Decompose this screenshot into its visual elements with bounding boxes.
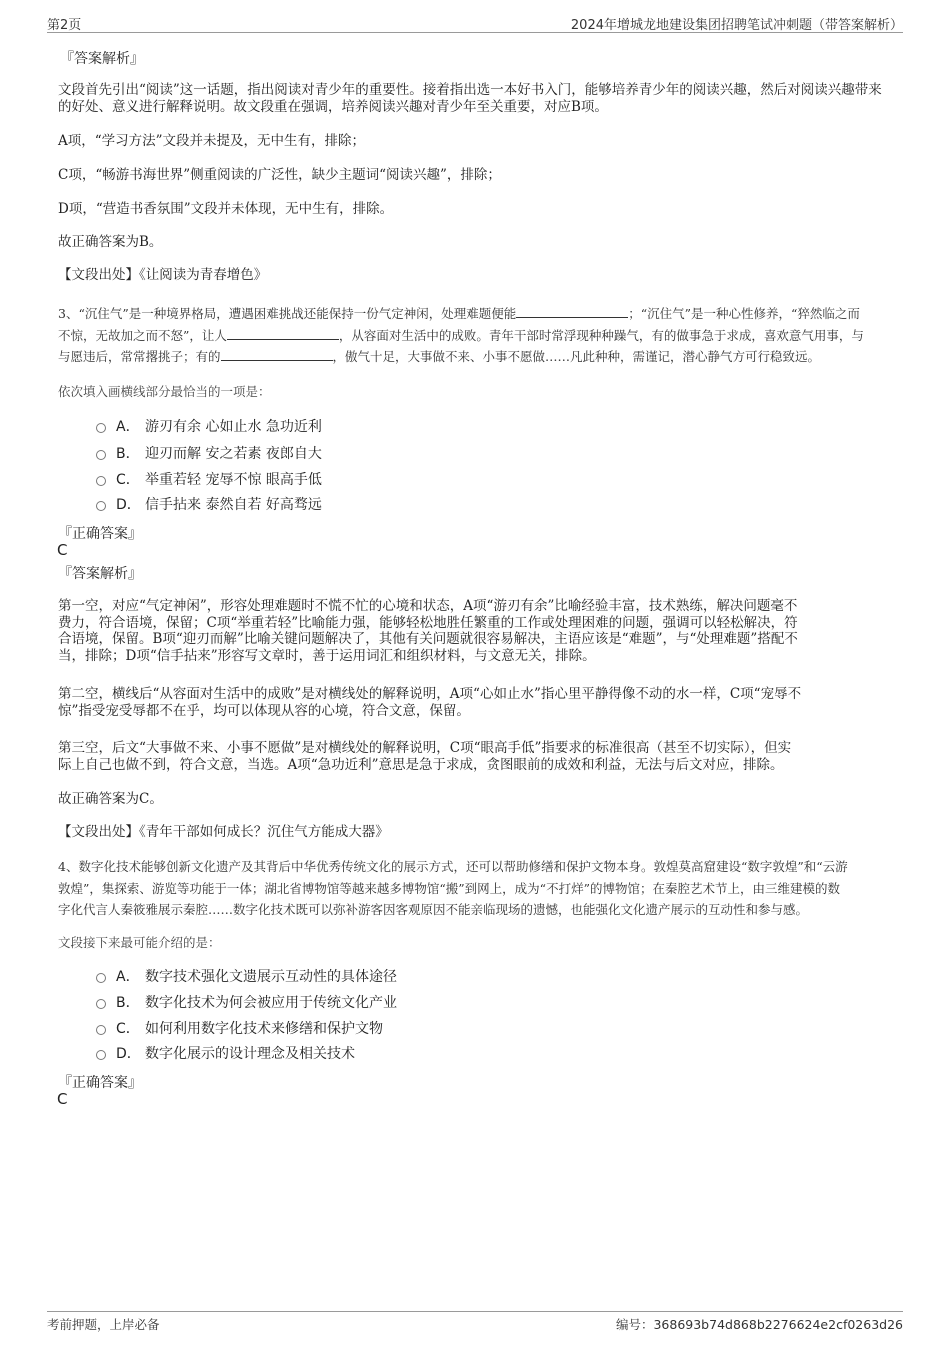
- q4-answer: C: [57, 1090, 68, 1108]
- radio-button[interactable]: [96, 476, 106, 486]
- text-line: 际上自己也做不到，符合文意，当选。A项“急功近利”意思是急于求成，贪图眼前的成效和利益，无法与后文对应，排除。: [58, 756, 784, 773]
- radio-button[interactable]: [96, 423, 106, 433]
- q2-option-a-note: A项，“学习方法”文段并未提及，无中生有，排除；: [58, 133, 366, 149]
- option-letter: D．: [116, 497, 141, 513]
- q3-conclusion: 故正确答案为C。: [58, 791, 163, 807]
- q3-analysis-para-3: [58, 740, 898, 773]
- text-line: 惊”指受宠受辱都不在乎，均可以体现从容的心境，符合文意，保留。: [58, 702, 470, 719]
- q3-analysis-para-2: [58, 686, 898, 719]
- q2-option-d-note: D项，“营造书香氛围”文段并未体现，无中生有，排除。: [58, 201, 394, 217]
- fill-blank-3: [221, 348, 333, 361]
- footer-slogan: 考前押题，上岸必备: [47, 1317, 160, 1332]
- q2-conclusion: 故正确答案为B。: [58, 234, 163, 250]
- q3-analysis-para-1: [58, 598, 898, 664]
- q2-option-c-note: C项，“畅游书海世界”侧重阅读的广泛性，缺少主题词“阅读兴趣”，排除；: [58, 167, 501, 183]
- option-text: 举重若轻 宠辱不惊 眼高手低: [145, 472, 322, 488]
- q3-stem-part: ，从容面对生活中的成败。青年干部时常浮现种种躁气，有的做事急于求成，喜欢意气用事，与: [338, 327, 864, 343]
- q3-stem-part: 3、“沉住气”是一种境界格局，遭遇困难挑战还能保持一份气定神闲，处理难题便能: [58, 306, 517, 321]
- q3-source: 【文段出处】《青年干部如何成长？沉住气方能成大器》: [58, 824, 389, 840]
- text-line: 第一空，对应“气定神闲”，形容处理难题时不慌不忙的心境和状态，A项“游刃有余”比喻经验丰富，技术熟练，解决问题毫不: [58, 598, 798, 614]
- page-footer: [47, 1311, 903, 1336]
- option-text: 信手拈来 泰然自若 好高骛远: [145, 497, 322, 513]
- option-text: 数字化展示的设计理念及相关技术: [145, 1046, 355, 1062]
- fill-blank-1: [516, 305, 628, 318]
- text-line: 合语境，保留。B项“迎刃而解”比喻关键问题解决了，其他有关问题就很容易解决，主语应该是“难题”，与“处理难题”搭配不: [58, 631, 798, 647]
- text-line: 字化代言人秦筱雅展示秦腔……数字化技术既可以弥补游客因客观原因不能亲临现场的遗憾，也能强化文化遗产展示的互动性和参与感。: [58, 902, 809, 917]
- radio-button[interactable]: [96, 501, 106, 511]
- text-line: 第三空，后文“大事做不来、小事不愿做”是对横线处的解释说明，C项“眼高手低”指要求的标准很高（甚至不切实际），但实: [58, 740, 792, 756]
- q3-stem-part: ；“沉住气”是一种心性修养，“猝然临之而: [628, 306, 860, 321]
- analysis-tag: 『答案解析』: [60, 51, 144, 67]
- option-letter: A．: [116, 969, 140, 985]
- document-title: 2024年增城龙地建设集团招聘笔试冲刺题（带答案解析）: [570, 18, 903, 33]
- q3-stem-part: ，傲气十足，大事做不来、小事不愿做……凡此种种，需谨记，潜心静气方可行稳致远。: [332, 349, 821, 364]
- option-text: 数字化技术为何会被应用于传统文化产业: [145, 995, 397, 1011]
- q3-stem-part: 不惊，无故加之而不怒”，让人: [58, 327, 227, 343]
- radio-button[interactable]: [96, 450, 106, 460]
- text-line: 费力，符合语境，保留；C项“举重若轻”比喻能力强，能够轻松地胜任繁重的工作或处理困难的问题，强调可以轻松解决，符: [58, 614, 798, 631]
- radio-button[interactable]: [96, 1025, 106, 1035]
- option-text: 游刃有余 心如止水 急功近利: [145, 419, 322, 435]
- fill-blank-2: [227, 327, 339, 340]
- option-letter: D．: [116, 1046, 141, 1062]
- q3-answer: C: [57, 541, 68, 559]
- option-letter: A．: [116, 419, 140, 435]
- radio-button[interactable]: [96, 1050, 106, 1060]
- q3-stem: [58, 303, 898, 368]
- analysis-tag: 『答案解析』: [58, 566, 142, 582]
- option-text: 数字技术强化文遗展示互动性的具体途径: [145, 969, 397, 985]
- q3-stem-part: 与愿违后，常常撂挑子；有的: [58, 349, 221, 364]
- radio-button[interactable]: [96, 999, 106, 1009]
- option-letter: B．: [116, 995, 140, 1011]
- q2-source: 【文段出处】《让阅读为青春增色》: [58, 267, 268, 283]
- page-header: [47, 12, 903, 33]
- option-text: 如何利用数字化技术来修缮和保护文物: [145, 1021, 383, 1037]
- page-number: 第2页: [47, 18, 82, 33]
- answer-tag: 『正确答案』: [58, 526, 142, 542]
- text-line: 4、数字化技术能够创新文化遗产及其背后中华优秀传统文化的展示方式，还可以帮助修缮和保护文物本身。敦煌莫高窟建设“数字敦煌”和“云游: [58, 859, 848, 874]
- radio-button[interactable]: [96, 973, 106, 983]
- q2-analysis: 文段首先引出“阅读”这一话题，指出阅读对青少年的重要性。接着指出选一本好书入门，能够培养青少年的阅读兴趣，然后对阅读兴趣带来的好处、意义进行解释说明。故文段重在强调，培养阅读兴趣对青少年至关重要，对应B项。: [58, 82, 882, 115]
- text-line: 第二空，横线后“从容面对生活中的成败”是对横线处的解释说明，A项“心如止水”指心里平静得像不动的水一样，C项“宠辱不: [58, 686, 802, 702]
- q4-prompt: 文段接下来最可能介绍的是：: [58, 935, 221, 950]
- document-code: 编号：368693b74d868b2276624e2cf0263d26: [615, 1317, 903, 1332]
- q3-prompt: 依次填入画横线部分最恰当的一项是：: [58, 384, 271, 399]
- option-letter: B．: [116, 446, 140, 462]
- text-line: 敦煌”，集探索、游览等功能于一体；湖北省博物馆等越来越多博物馆“搬”到网上，成为“不打烊”的博物馆；在秦腔艺术节上，由三维建模的数: [58, 880, 840, 896]
- option-letter: C．: [116, 472, 140, 488]
- option-text: 迎刃而解 安之若素 夜郎自大: [145, 446, 322, 462]
- q4-stem: [58, 856, 898, 921]
- option-letter: C．: [116, 1021, 140, 1037]
- text-line: 当，排除；D项“信手拈来”形容写文章时，善于运用词汇和组织材料，与文意无关，排除。: [58, 647, 596, 664]
- answer-tag: 『正确答案』: [58, 1075, 142, 1091]
